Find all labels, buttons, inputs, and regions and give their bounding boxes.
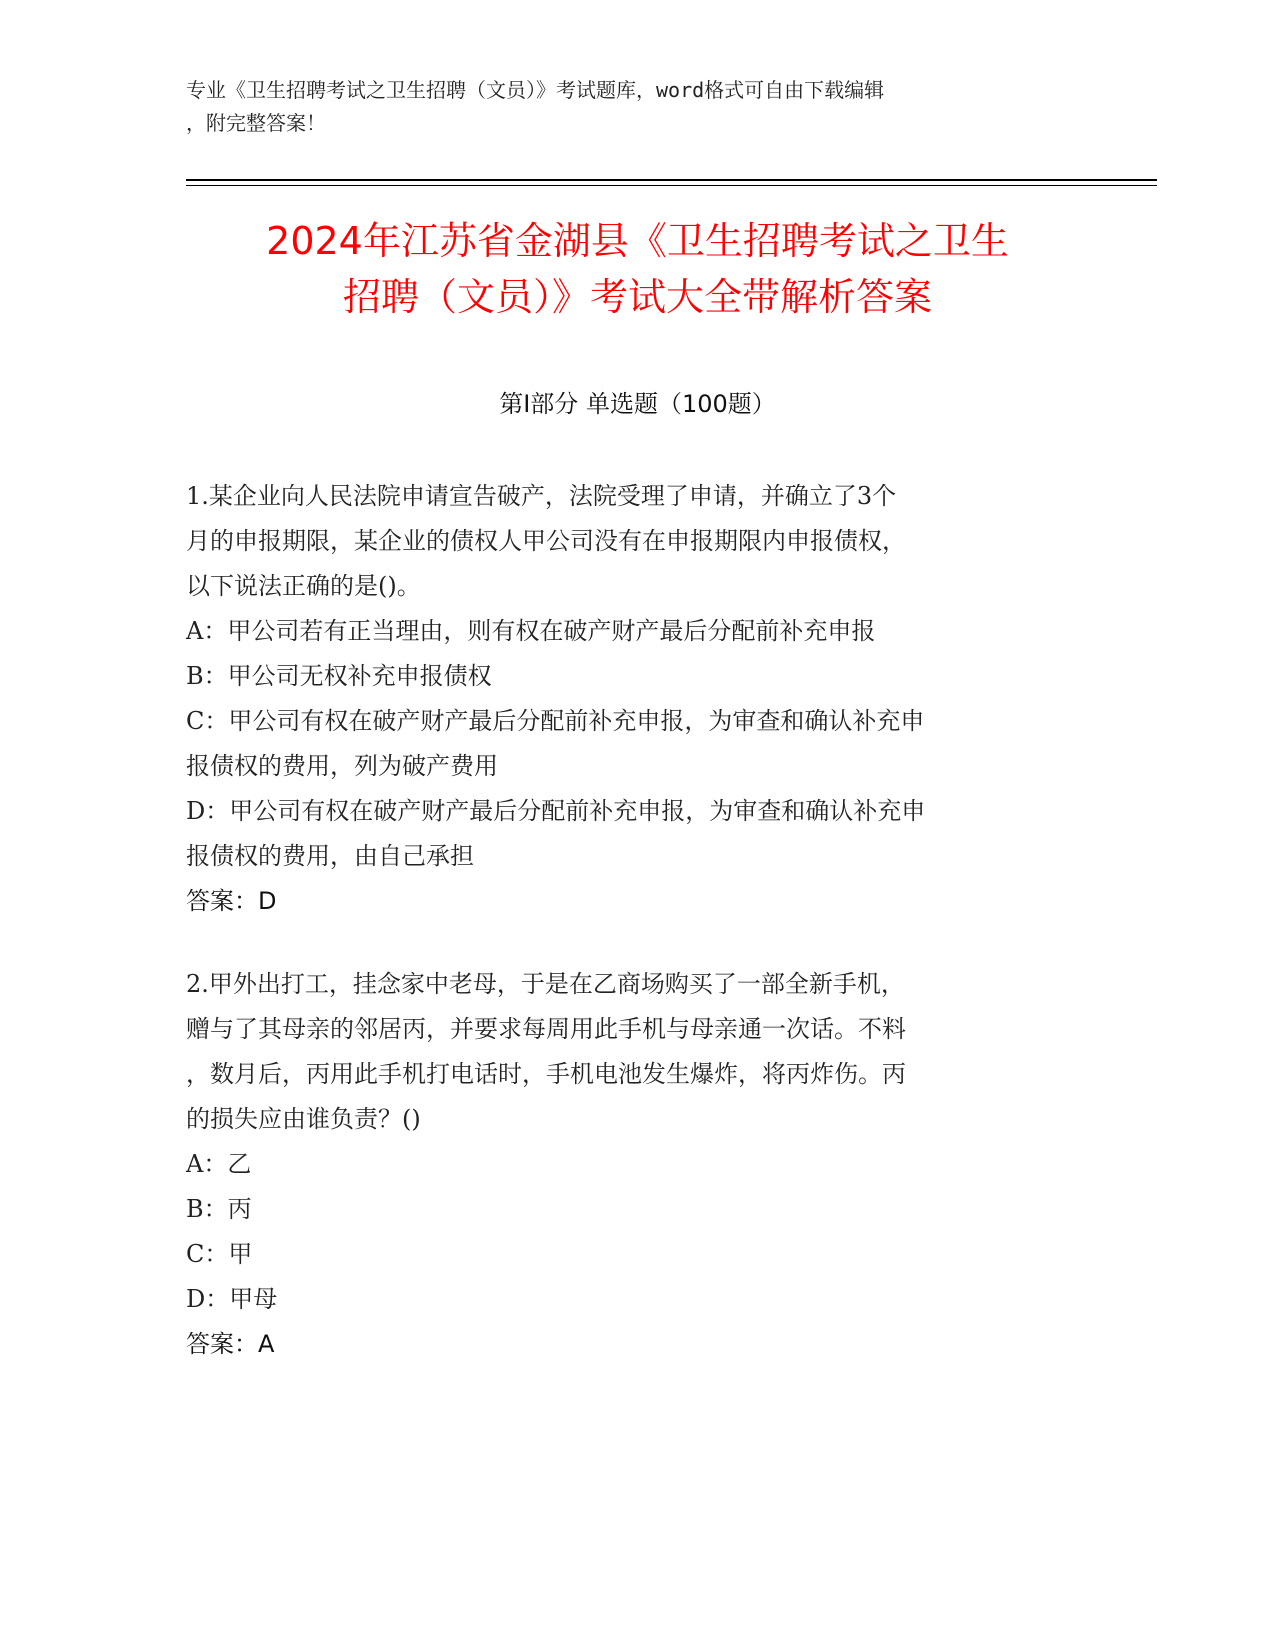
header-note-line: 专业《卫生招聘考试之卫生招聘（文员）》考试题库，word格式可自由下载编辑 — [186, 78, 885, 102]
document-title-line: 招聘（文员）》考试大全带解析答案 — [342, 275, 932, 319]
header-note-line: ，附完整答案！ — [186, 111, 326, 135]
question-1 — [186, 474, 1086, 924]
question-stem-line: 月的申报期限，某企业的债权人甲公司没有在申报期限内申报债权， — [186, 527, 906, 555]
question-stem-line: 以下说法正确的是()。 — [186, 572, 421, 600]
option-c: C：甲公司有权在破产财产最后分配前补充申报，为审查和确认补充申 — [186, 707, 925, 735]
section-heading: 第Ⅰ部分 单选题（100题） — [499, 390, 776, 418]
answer: 答案：A — [186, 1330, 275, 1358]
header-divider-thick — [186, 179, 1157, 181]
option-b: B：甲公司无权补充申报债权 — [186, 662, 492, 690]
document-title — [150, 213, 1125, 325]
option-b: B：丙 — [186, 1195, 252, 1223]
header-divider-thin — [186, 185, 1157, 186]
question-stem-line: 2.甲外出打工，挂念家中老母，于是在乙商场购买了一部全新手机， — [186, 970, 905, 998]
question-stem-line: 的损失应由谁负责？() — [186, 1105, 421, 1133]
option-d: D：甲母 — [186, 1285, 278, 1313]
option-c-continued: 报债权的费用，列为破产费用 — [186, 752, 498, 780]
question-stem-line: 赠与了其母亲的邻居丙，并要求每周用此手机与母亲通一次话。不料 — [186, 1015, 906, 1043]
document-title-line: 2024年江苏省金湖县《卫生招聘考试之卫生 — [266, 219, 1009, 263]
question-stem-line: ，数月后，丙用此手机打电话时，手机电池发生爆炸，将丙炸伤。丙 — [186, 1060, 906, 1088]
option-d-continued: 报债权的费用，由自己承担 — [186, 842, 474, 870]
answer: 答案：D — [186, 887, 277, 915]
question-list — [186, 474, 1086, 1367]
option-d: D：甲公司有权在破产财产最后分配前补充申报，为审查和确认补充申 — [186, 797, 926, 825]
question-2 — [186, 962, 1086, 1367]
question-stem-line: 1.某企业向人民法院申请宣告破产，法院受理了申请，并确立了3个 — [186, 482, 897, 510]
option-a: A：乙 — [186, 1150, 252, 1178]
header-note — [186, 74, 1076, 140]
option-a: A：甲公司若有正当理由，则有权在破产财产最后分配前补充申报 — [186, 617, 876, 645]
option-c: C：甲 — [186, 1240, 253, 1268]
